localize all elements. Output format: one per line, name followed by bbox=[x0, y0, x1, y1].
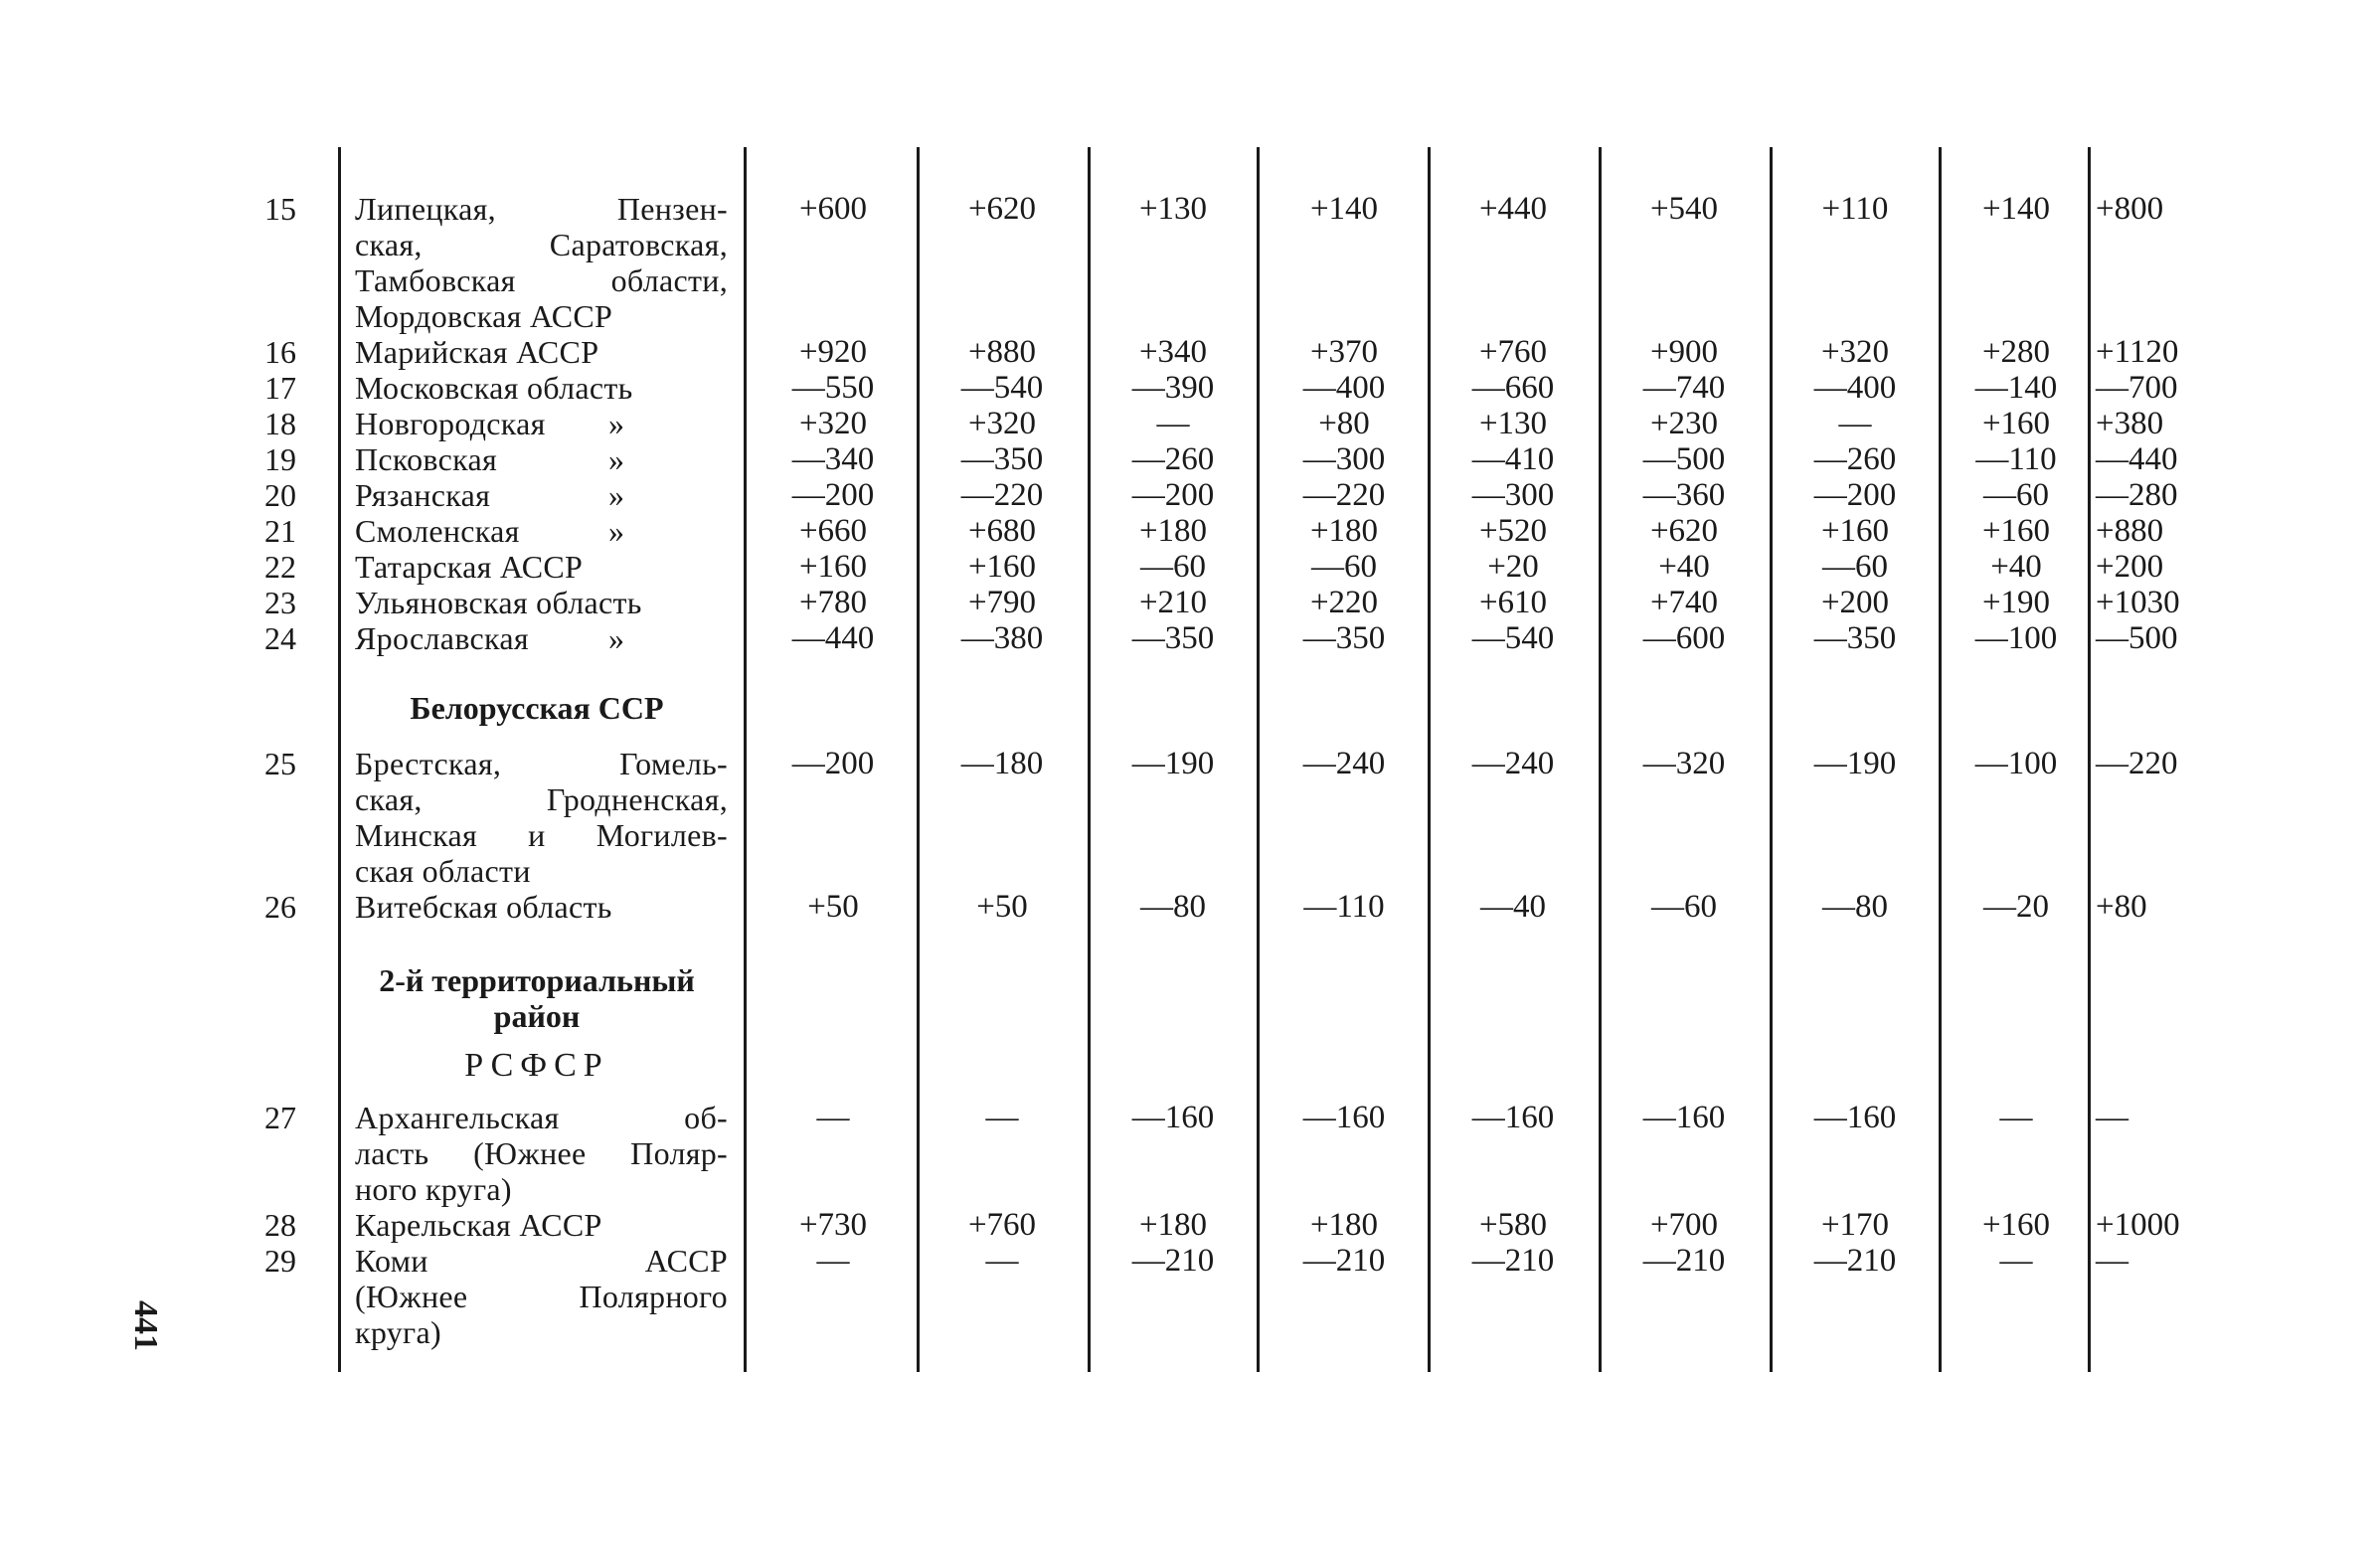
table-cell: —160 bbox=[1471, 1100, 1555, 1135]
table-cell: +1120 bbox=[2096, 334, 2179, 370]
region-name bbox=[355, 746, 728, 889]
table-cell: — bbox=[816, 1243, 850, 1279]
region-name bbox=[355, 370, 728, 406]
region-name-line: ская, Гродненская, bbox=[355, 781, 728, 817]
table-cell: +160 bbox=[1981, 513, 2051, 549]
row-number: 20 bbox=[264, 477, 296, 513]
table-cell: — bbox=[1838, 406, 1872, 441]
table-cell: —240 bbox=[1302, 746, 1386, 781]
column-rule bbox=[1939, 147, 1942, 1372]
table-cell: —500 bbox=[1642, 441, 1726, 477]
table-cell: —60 bbox=[1822, 549, 1888, 585]
table-cell: —210 bbox=[1131, 1243, 1215, 1279]
region-name-line: ласть (Южнее Поляр- bbox=[355, 1135, 728, 1171]
region-name-line: ская области bbox=[355, 853, 531, 889]
region-name-line: Ульяновская область bbox=[355, 585, 642, 620]
table-cell: +540 bbox=[1649, 191, 1719, 227]
table-cell: —210 bbox=[1813, 1243, 1897, 1279]
table-cell: —100 bbox=[1974, 620, 2058, 656]
table-cell: +50 bbox=[807, 889, 859, 925]
table-cell: +40 bbox=[1658, 549, 1710, 585]
table-cell: —300 bbox=[1471, 477, 1555, 513]
column-rule bbox=[338, 147, 341, 1372]
row-number: 28 bbox=[264, 1207, 296, 1243]
table-cell: +760 bbox=[967, 1207, 1037, 1243]
table-cell: —180 bbox=[960, 746, 1044, 781]
table-cell: —200 bbox=[1131, 477, 1215, 513]
table-cell: +920 bbox=[798, 334, 868, 370]
table-cell: —260 bbox=[1131, 441, 1215, 477]
table-cell: —240 bbox=[1471, 746, 1555, 781]
region-name bbox=[355, 334, 728, 370]
table-cell: +200 bbox=[2096, 549, 2164, 585]
table-cell: —540 bbox=[960, 370, 1044, 406]
region-name-line: Татарская АССР bbox=[355, 549, 584, 585]
table-cell: +40 bbox=[1990, 549, 2042, 585]
table-cell: +160 bbox=[1981, 406, 2051, 441]
table-cell: +180 bbox=[1309, 513, 1379, 549]
region-name-line: Ярославская » bbox=[355, 620, 625, 656]
region-name-line: круга) bbox=[355, 1314, 441, 1350]
column-rule bbox=[2088, 147, 2091, 1372]
table-cell: —200 bbox=[1813, 477, 1897, 513]
page-number: 441 bbox=[127, 1300, 164, 1351]
table-cell: —60 bbox=[1651, 889, 1717, 925]
table-cell: +320 bbox=[967, 406, 1037, 441]
table-cell: +380 bbox=[2096, 406, 2164, 441]
region-name bbox=[355, 1207, 728, 1243]
table-cell: — bbox=[2096, 1100, 2128, 1135]
row-number: 16 bbox=[264, 334, 296, 370]
table-cell: +1000 bbox=[2096, 1207, 2180, 1243]
table-cell: +280 bbox=[1981, 334, 2051, 370]
region-name-line: ного круга) bbox=[355, 1171, 512, 1207]
region-name-line: Мордовская АССР bbox=[355, 298, 613, 334]
table-cell: —400 bbox=[1813, 370, 1897, 406]
region-name bbox=[355, 1243, 728, 1350]
table-cell: — bbox=[985, 1100, 1019, 1135]
table-cell: +800 bbox=[2096, 191, 2164, 227]
table-cell: —190 bbox=[1131, 746, 1215, 781]
table-cell: +700 bbox=[1649, 1207, 1719, 1243]
table-cell: —600 bbox=[1642, 620, 1726, 656]
region-name-line: Марийская АССР bbox=[355, 334, 599, 370]
table-cell: —80 bbox=[1822, 889, 1888, 925]
table-cell: —350 bbox=[960, 441, 1044, 477]
table-cell: +760 bbox=[1478, 334, 1548, 370]
row-number: 24 bbox=[264, 620, 296, 656]
table-cell: +80 bbox=[2096, 889, 2147, 925]
table-cell: +790 bbox=[967, 585, 1037, 620]
table-cell: +580 bbox=[1478, 1207, 1548, 1243]
table-cell: —100 bbox=[1974, 746, 2058, 781]
table-cell: —440 bbox=[2096, 441, 2178, 477]
table-cell: +180 bbox=[1138, 513, 1208, 549]
row-number: 25 bbox=[264, 746, 296, 781]
table-cell: +1030 bbox=[2096, 585, 2180, 620]
table-cell: +600 bbox=[798, 191, 868, 227]
table-cell: +680 bbox=[967, 513, 1037, 549]
table-cell: —360 bbox=[1642, 477, 1726, 513]
row-number: 27 bbox=[264, 1100, 296, 1135]
table-cell: +140 bbox=[1981, 191, 2051, 227]
region-name bbox=[355, 513, 728, 549]
section-heading: 2-й территориальный bbox=[379, 962, 695, 998]
section-heading: РСФСР bbox=[464, 1047, 609, 1084]
row-number: 21 bbox=[264, 513, 296, 549]
table-cell: +620 bbox=[1649, 513, 1719, 549]
table-cell: —390 bbox=[1131, 370, 1215, 406]
table-cell: —210 bbox=[1471, 1243, 1555, 1279]
column-rule bbox=[744, 147, 747, 1372]
table-cell: —200 bbox=[791, 746, 875, 781]
table-cell: +900 bbox=[1649, 334, 1719, 370]
table-cell: —160 bbox=[1813, 1100, 1897, 1135]
table-cell: —380 bbox=[960, 620, 1044, 656]
row-number: 26 bbox=[264, 889, 296, 925]
table-cell: —40 bbox=[1480, 889, 1546, 925]
table-cell: —350 bbox=[1131, 620, 1215, 656]
region-name bbox=[355, 889, 728, 925]
table-cell: — bbox=[816, 1100, 850, 1135]
table-cell: —350 bbox=[1813, 620, 1897, 656]
column-rule bbox=[1257, 147, 1260, 1372]
column-rule bbox=[1599, 147, 1602, 1372]
table-cell: +110 bbox=[1821, 191, 1889, 227]
table-cell: —400 bbox=[1302, 370, 1386, 406]
table-cell: +880 bbox=[967, 334, 1037, 370]
table-cell: —140 bbox=[1974, 370, 2058, 406]
table-cell: +740 bbox=[1649, 585, 1719, 620]
table-cell: —260 bbox=[1813, 441, 1897, 477]
region-name bbox=[355, 549, 728, 585]
table-cell: —500 bbox=[2096, 620, 2178, 656]
table-cell: +200 bbox=[1820, 585, 1890, 620]
table-cell: —60 bbox=[1140, 549, 1206, 585]
table-cell: +180 bbox=[1138, 1207, 1208, 1243]
column-rule bbox=[1088, 147, 1091, 1372]
row-number: 22 bbox=[264, 549, 296, 585]
region-name-line: Архангельская об- bbox=[355, 1100, 728, 1135]
table-cell: —550 bbox=[791, 370, 875, 406]
row-number: 15 bbox=[264, 191, 296, 227]
table-cell: —440 bbox=[791, 620, 875, 656]
region-name-line: Псковская » bbox=[355, 441, 625, 477]
table-cell: —350 bbox=[1302, 620, 1386, 656]
table-cell: —740 bbox=[1642, 370, 1726, 406]
table-cell: —60 bbox=[1983, 477, 2049, 513]
table-cell: —110 bbox=[1975, 441, 2057, 477]
table-cell: — bbox=[2096, 1243, 2128, 1279]
region-name bbox=[355, 406, 728, 441]
table-cell: — bbox=[985, 1243, 1019, 1279]
table-cell: —300 bbox=[1302, 441, 1386, 477]
table-cell: —210 bbox=[1302, 1243, 1386, 1279]
table-cell: +140 bbox=[1309, 191, 1379, 227]
column-rule bbox=[1770, 147, 1773, 1372]
table-cell: +160 bbox=[798, 549, 868, 585]
region-name bbox=[355, 1100, 728, 1207]
table-cell: +160 bbox=[1981, 1207, 2051, 1243]
table-cell: —20 bbox=[1983, 889, 2049, 925]
table-cell: +130 bbox=[1478, 406, 1548, 441]
region-name-line: Карельская АССР bbox=[355, 1207, 602, 1243]
table-cell: —410 bbox=[1471, 441, 1555, 477]
region-name-line: Минская и Могилев- bbox=[355, 817, 728, 853]
table-cell: —160 bbox=[1302, 1100, 1386, 1135]
region-name-line: Брестская, Гомель- bbox=[355, 746, 728, 781]
table-cell: —210 bbox=[1642, 1243, 1726, 1279]
region-name bbox=[355, 441, 728, 477]
table-cell: +160 bbox=[1820, 513, 1890, 549]
table-cell: +340 bbox=[1138, 334, 1208, 370]
table-cell: —200 bbox=[791, 477, 875, 513]
region-name-line: Витебская область bbox=[355, 889, 612, 925]
table-cell: +730 bbox=[798, 1207, 868, 1243]
table-cell: +370 bbox=[1309, 334, 1379, 370]
section-heading: Белорусская ССР bbox=[410, 690, 664, 726]
table-cell: +170 bbox=[1820, 1207, 1890, 1243]
table-cell: +50 bbox=[976, 889, 1028, 925]
table-cell: —280 bbox=[2096, 477, 2178, 513]
table-cell: —660 bbox=[1471, 370, 1555, 406]
row-number: 23 bbox=[264, 585, 296, 620]
table-cell: —220 bbox=[1302, 477, 1386, 513]
region-name-line: ская, Саратовская, bbox=[355, 227, 728, 262]
table-cell: +190 bbox=[1981, 585, 2051, 620]
table-cell: +660 bbox=[798, 513, 868, 549]
row-number: 29 bbox=[264, 1243, 296, 1279]
region-name-line: Липецкая, Пензен- bbox=[355, 191, 728, 227]
region-name bbox=[355, 585, 728, 620]
table-cell: +230 bbox=[1649, 406, 1719, 441]
column-rule bbox=[917, 147, 920, 1372]
table-cell: —220 bbox=[960, 477, 1044, 513]
table-cell: —220 bbox=[2096, 746, 2178, 781]
table-cell: +440 bbox=[1478, 191, 1548, 227]
region-name-line: Новгородская » bbox=[355, 406, 625, 441]
table-cell: +130 bbox=[1138, 191, 1208, 227]
table-cell: +220 bbox=[1309, 585, 1379, 620]
region-name bbox=[355, 191, 728, 334]
table-cell: —540 bbox=[1471, 620, 1555, 656]
table-cell: +320 bbox=[798, 406, 868, 441]
table-cell: — bbox=[1999, 1243, 2033, 1279]
table-cell: +880 bbox=[2096, 513, 2164, 549]
table-cell: —700 bbox=[2096, 370, 2178, 406]
region-name-line: (Южнее Полярного bbox=[355, 1279, 728, 1314]
table-cell: +210 bbox=[1138, 585, 1208, 620]
table-cell: —340 bbox=[791, 441, 875, 477]
table-cell: — bbox=[1156, 406, 1190, 441]
region-name-line: Смоленская » bbox=[355, 513, 625, 549]
row-number: 17 bbox=[264, 370, 296, 406]
table-cell: —190 bbox=[1813, 746, 1897, 781]
table-cell: +610 bbox=[1478, 585, 1548, 620]
table-cell: —160 bbox=[1131, 1100, 1215, 1135]
table-cell: +320 bbox=[1820, 334, 1890, 370]
table-cell: +780 bbox=[798, 585, 868, 620]
table-cell: —320 bbox=[1642, 746, 1726, 781]
region-name-line: Тамбовская области, bbox=[355, 262, 728, 298]
table-cell: +80 bbox=[1318, 406, 1370, 441]
table-cell: +160 bbox=[967, 549, 1037, 585]
region-name-line: Рязанская » bbox=[355, 477, 625, 513]
table-cell: —80 bbox=[1140, 889, 1206, 925]
table-cell: +520 bbox=[1478, 513, 1548, 549]
table-cell: —160 bbox=[1642, 1100, 1726, 1135]
table-cell: +20 bbox=[1487, 549, 1539, 585]
column-rule bbox=[1428, 147, 1431, 1372]
region-name bbox=[355, 620, 728, 656]
row-number: 18 bbox=[264, 406, 296, 441]
region-name-line: Коми АССР bbox=[355, 1243, 728, 1279]
section-heading: район bbox=[493, 998, 581, 1034]
table-cell: — bbox=[1999, 1100, 2033, 1135]
table-cell: +180 bbox=[1309, 1207, 1379, 1243]
region-name-line: Московская область bbox=[355, 370, 633, 406]
table-cell: —110 bbox=[1303, 889, 1385, 925]
table-cell: —60 bbox=[1311, 549, 1377, 585]
row-number: 19 bbox=[264, 441, 296, 477]
region-name bbox=[355, 477, 728, 513]
table-cell: +620 bbox=[967, 191, 1037, 227]
